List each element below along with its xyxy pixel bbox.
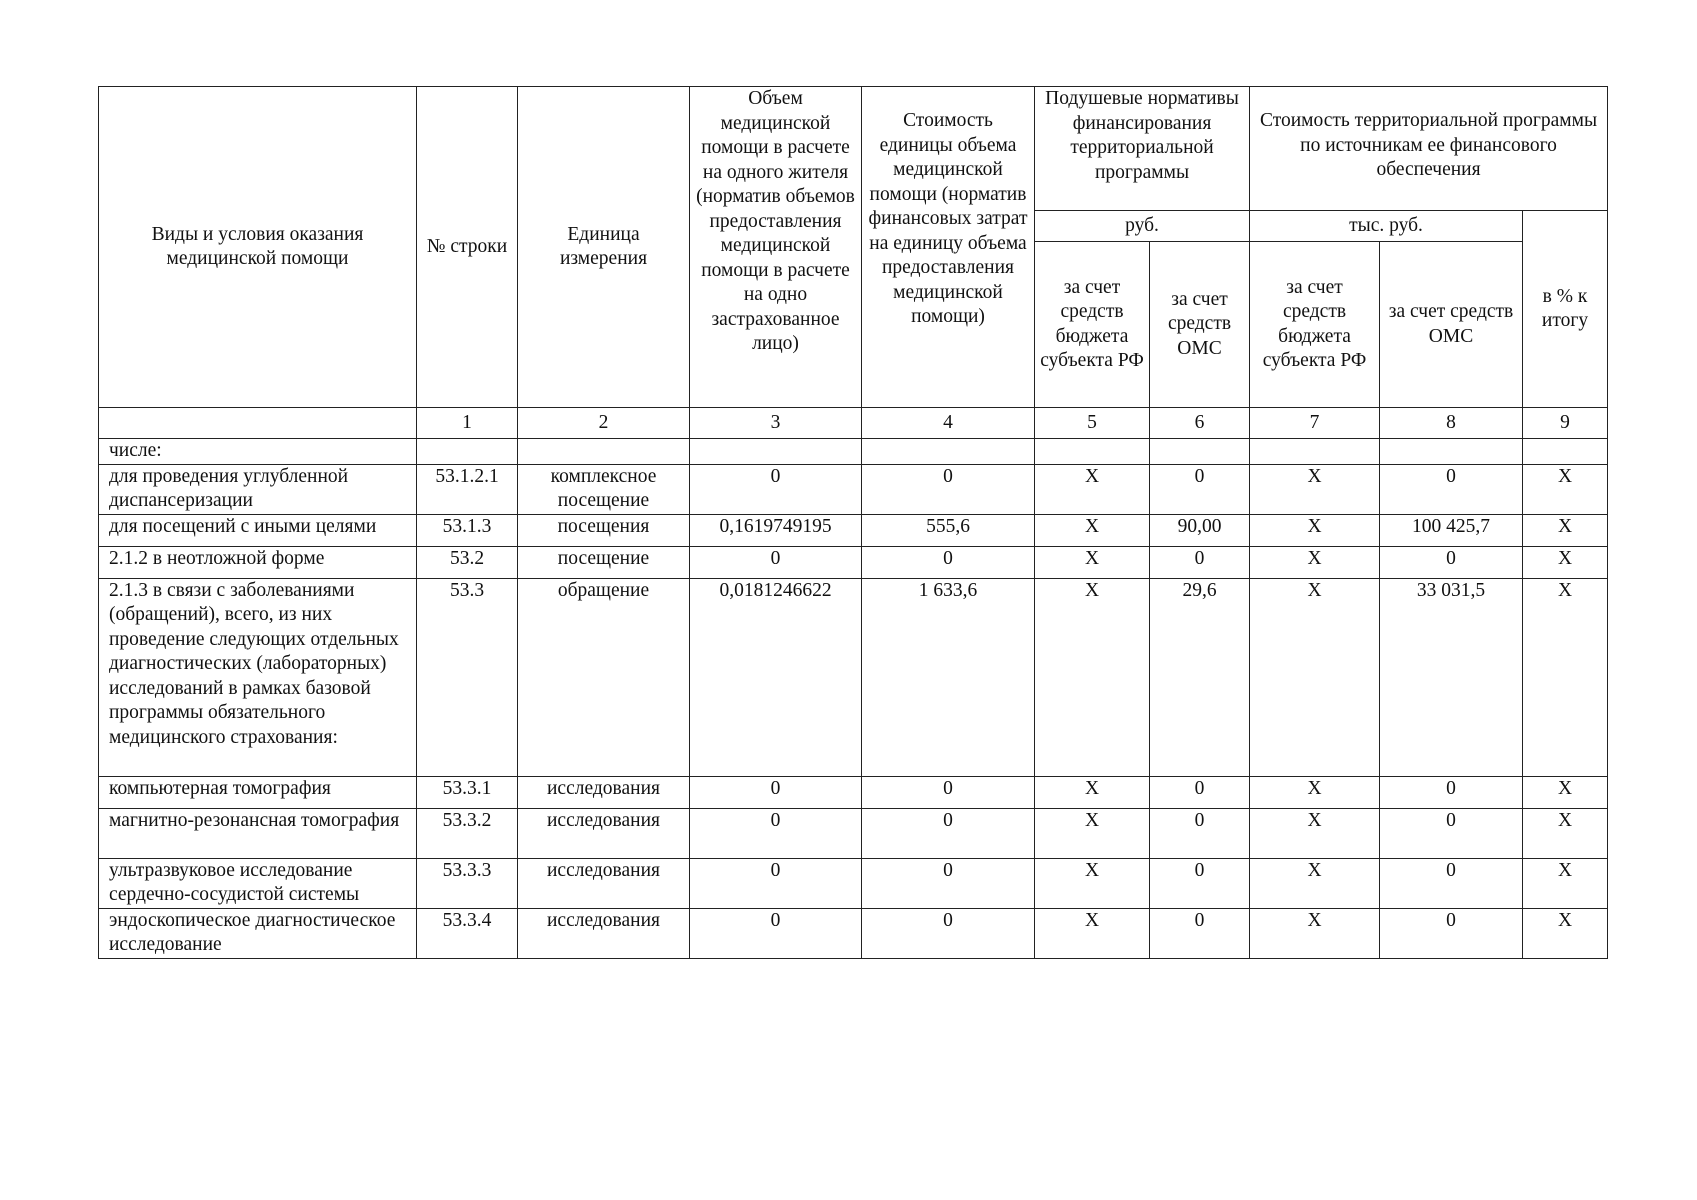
row-per-capita-oms: 0 xyxy=(1150,776,1250,808)
row-cost-oms: 0 xyxy=(1380,858,1523,908)
row-percent xyxy=(1523,439,1608,465)
column-number: 7 xyxy=(1250,408,1380,439)
row-percent: X xyxy=(1523,908,1608,958)
table-row xyxy=(99,439,1608,465)
row-cost-oms: 33 031,5 xyxy=(1380,578,1523,776)
row-volume: 0 xyxy=(690,546,862,578)
header-cost-oms: за счет средств ОМС xyxy=(1380,242,1523,408)
column-number-row xyxy=(99,408,1608,439)
row-unit: посещения xyxy=(518,514,690,546)
row-per-capita-budget: X xyxy=(1035,808,1150,858)
row-name: ультразвуковое исследование сердечно-сосудистой системы xyxy=(99,858,417,908)
row-percent: X xyxy=(1523,464,1608,514)
header-per-capita-budget: за счет средств бюджета субъекта РФ xyxy=(1035,242,1150,408)
row-per-capita-oms xyxy=(1150,439,1250,465)
row-per-capita-oms: 90,00 xyxy=(1150,514,1250,546)
row-volume: 0 xyxy=(690,808,862,858)
table-row xyxy=(99,546,1608,578)
column-number: 8 xyxy=(1380,408,1523,439)
row-unit-cost: 0 xyxy=(862,808,1035,858)
row-unit-cost: 0 xyxy=(862,546,1035,578)
row-per-capita-oms: 0 xyxy=(1150,546,1250,578)
row-per-capita-budget: X xyxy=(1035,858,1150,908)
column-number: 4 xyxy=(862,408,1035,439)
row-cost-oms: 0 xyxy=(1380,464,1523,514)
header-unit-cost: Стоимость единицы объема медицинской помощи (норматив финансовых затрат на единицу объема предоставления медицинской помощи) xyxy=(862,87,1035,408)
table-row xyxy=(99,776,1608,808)
row-number: 53.2 xyxy=(417,546,518,578)
row-cost-budget: X xyxy=(1250,514,1380,546)
medical-care-table xyxy=(98,86,1608,959)
header-types-of-care: Виды и условия оказания медицинской помощи xyxy=(99,87,417,408)
row-unit: исследования xyxy=(518,858,690,908)
row-volume xyxy=(690,439,862,465)
row-number: 53.3.3 xyxy=(417,858,518,908)
row-per-capita-oms: 0 xyxy=(1150,858,1250,908)
row-unit: обращение xyxy=(518,578,690,776)
table-header xyxy=(99,87,1608,439)
header-per-capita-group: Подушевые нормативы финансирования территориальной программы xyxy=(1035,87,1250,211)
row-cost-oms: 0 xyxy=(1380,808,1523,858)
row-volume: 0 xyxy=(690,908,862,958)
row-volume: 0 xyxy=(690,776,862,808)
row-unit-cost: 1 633,6 xyxy=(862,578,1035,776)
row-percent: X xyxy=(1523,808,1608,858)
header-volume: Объем медицинской помощи в расчете на одного жителя (норматив объемов предоставления медицинской помощи в расчете на одно застрахованное лицо) xyxy=(690,87,862,408)
row-cost-oms: 0 xyxy=(1380,776,1523,808)
row-cost-oms xyxy=(1380,439,1523,465)
row-per-capita-oms: 0 xyxy=(1150,908,1250,958)
row-unit-cost: 0 xyxy=(862,464,1035,514)
table-body xyxy=(99,439,1608,959)
row-name: магнитно-резонансная томография xyxy=(99,808,417,858)
row-percent: X xyxy=(1523,858,1608,908)
row-number: 53.3.2 xyxy=(417,808,518,858)
row-unit-cost: 555,6 xyxy=(862,514,1035,546)
table-row xyxy=(99,908,1608,958)
row-per-capita-budget: X xyxy=(1035,776,1150,808)
row-volume: 0,1619749195 xyxy=(690,514,862,546)
row-name: для проведения углубленной диспансеризации xyxy=(99,464,417,514)
table-row xyxy=(99,808,1608,858)
row-name: 2.1.2 в неотложной форме xyxy=(99,546,417,578)
column-number: 2 xyxy=(518,408,690,439)
row-number: 53.3.4 xyxy=(417,908,518,958)
row-unit: исследования xyxy=(518,808,690,858)
row-per-capita-budget: X xyxy=(1035,546,1150,578)
row-cost-budget: X xyxy=(1250,908,1380,958)
row-volume: 0 xyxy=(690,464,862,514)
header-row-number: № строки xyxy=(417,87,518,408)
row-number: 53.1.2.1 xyxy=(417,464,518,514)
header-cost-budget: за счет средств бюджета субъекта РФ xyxy=(1250,242,1380,408)
row-name: числе: xyxy=(99,439,417,465)
header-percent-of-total: в % к итогу xyxy=(1523,211,1608,408)
header-program-cost-group: Стоимость территориальной программы по источникам ее финансового обеспечения xyxy=(1250,87,1608,211)
row-unit: комплексное посещение xyxy=(518,464,690,514)
table-row xyxy=(99,514,1608,546)
row-unit-cost: 0 xyxy=(862,858,1035,908)
row-percent: X xyxy=(1523,578,1608,776)
table-row xyxy=(99,578,1608,776)
header-unit-rub: руб. xyxy=(1035,211,1250,242)
row-number xyxy=(417,439,518,465)
row-unit-cost xyxy=(862,439,1035,465)
row-percent: X xyxy=(1523,776,1608,808)
row-volume: 0,0181246622 xyxy=(690,578,862,776)
row-percent: X xyxy=(1523,546,1608,578)
row-unit: исследования xyxy=(518,908,690,958)
row-cost-budget: X xyxy=(1250,808,1380,858)
column-number: 3 xyxy=(690,408,862,439)
row-cost-budget: X xyxy=(1250,464,1380,514)
row-cost-oms: 0 xyxy=(1380,908,1523,958)
column-number-blank xyxy=(99,408,417,439)
row-cost-budget: X xyxy=(1250,578,1380,776)
table-row xyxy=(99,858,1608,908)
header-unit: Единица измерения xyxy=(518,87,690,408)
row-name: 2.1.3 в связи с заболеваниями (обращений), всего, из них проведение следующих отдельных диагностических (лабораторных) исследований в рамках базовой программы обязательного медицинского страхования: xyxy=(99,578,417,776)
row-percent: X xyxy=(1523,514,1608,546)
row-name: компьютерная томография xyxy=(99,776,417,808)
row-per-capita-oms: 29,6 xyxy=(1150,578,1250,776)
column-number: 9 xyxy=(1523,408,1608,439)
table-row xyxy=(99,464,1608,514)
row-volume: 0 xyxy=(690,858,862,908)
row-per-capita-budget: X xyxy=(1035,578,1150,776)
header-per-capita-oms: за счет средств ОМС xyxy=(1150,242,1250,408)
row-unit: исследования xyxy=(518,776,690,808)
header-unit-thousand-rub: тыс. руб. xyxy=(1250,211,1523,242)
row-unit-cost: 0 xyxy=(862,776,1035,808)
row-cost-budget: X xyxy=(1250,858,1380,908)
row-name: для посещений с иными целями xyxy=(99,514,417,546)
row-per-capita-oms: 0 xyxy=(1150,464,1250,514)
row-unit-cost: 0 xyxy=(862,908,1035,958)
row-number: 53.3.1 xyxy=(417,776,518,808)
row-cost-budget xyxy=(1250,439,1380,465)
row-per-capita-budget: X xyxy=(1035,464,1150,514)
row-name: эндоскопическое диагностическое исследование xyxy=(99,908,417,958)
row-number: 53.1.3 xyxy=(417,514,518,546)
column-number: 5 xyxy=(1035,408,1150,439)
row-cost-oms: 100 425,7 xyxy=(1380,514,1523,546)
row-per-capita-budget: X xyxy=(1035,514,1150,546)
row-cost-budget: X xyxy=(1250,546,1380,578)
row-per-capita-budget: X xyxy=(1035,908,1150,958)
row-per-capita-oms: 0 xyxy=(1150,808,1250,858)
row-unit: посещение xyxy=(518,546,690,578)
row-cost-budget: X xyxy=(1250,776,1380,808)
column-number: 6 xyxy=(1150,408,1250,439)
column-number: 1 xyxy=(417,408,518,439)
row-unit xyxy=(518,439,690,465)
row-number: 53.3 xyxy=(417,578,518,776)
row-per-capita-budget xyxy=(1035,439,1150,465)
row-cost-oms: 0 xyxy=(1380,546,1523,578)
